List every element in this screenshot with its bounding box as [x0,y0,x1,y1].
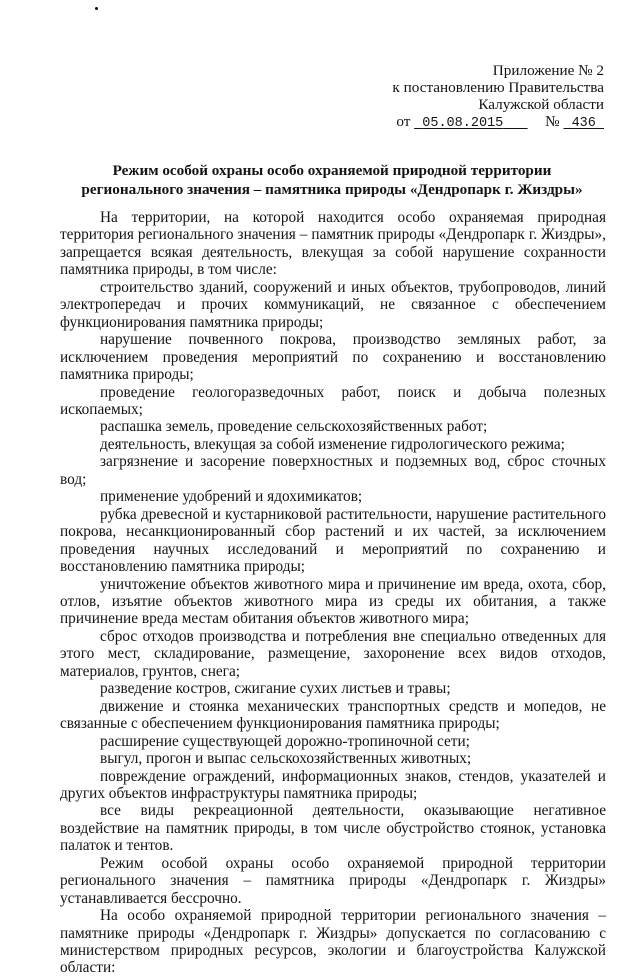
date-prefix: от [396,113,411,130]
paragraph: сброс отходов производства и потребления вне специально отведенных для этого мест, складирование, размещение, захоронение всех видов отходов, материалов, грунтов, снега; [60,627,606,680]
paragraph: строительство зданий, сооружений и иных объектов, трубопроводов, линий электропередач и прочих коммуникаций, не связанное с обеспечением функционирования памятника природы; [60,278,606,331]
paragraph: повреждение ограждений, информационных знаков, стендов, указателей и других объектов инфраструктуры памятника природы; [60,767,606,802]
appendix-label: Приложение № 2 [492,62,604,79]
paragraph: загрязнение и засорение поверхностных и подземных вод, сброс сточных вод; [60,453,606,488]
document-title: Режим особой охраны особо охраняемой природной территории регионального значения – памятника природы «Дендропарк г. Жиздры» [81,162,583,198]
paragraph: распашка земель, проведение сельскохозяйственных работ; [100,418,488,436]
scan-speck [95,7,98,10]
paragraph: все виды рекреационной деятельности, оказывающие негативное воздействие на памятник природы, в том числе обустройство стоянок, установка палаток и тентов. [60,802,606,855]
resolution-date: 05.08.2015 [422,116,504,131]
appendix-block [344,62,604,132]
paragraph: проведение геологоразведочных работ, поиск и добыча полезных ископаемых; [60,383,606,418]
paragraph: На территории, на которой находится особо охраняемая природная территория регионального значения – памятник природы «Дендропарк г. Жиздры», запрещается всякая деятельность, влекущая за собой нарушение сохранности памятника природы, в том числе: [60,209,606,279]
paragraph: разведение костров, сжигание сухих листьев и травы; [100,680,451,698]
paragraph: нарушение почвенного покрова, производство земляных работ, за исключением проведения мероприятий по сохранению и восстановлению памятника природы; [60,331,606,384]
paragraph: выгул, прогон и выпас сельскохозяйственных животных; [100,750,472,768]
paragraph: уничтожение объектов животного мира и причинение им вреда, охота, сбор, отлов, изъятие объектов животного мира из среды их обитания, а также причинение вреда местам обитания объектов животного мира; [60,575,606,628]
paragraph: рубка древесной и кустарниковой растительности, нарушение растительного покрова, несанкционированный сбор растений и их частей, за исключением проведения научных исследований и мероприятий по сохранению и восстановлению памятника природы; [60,505,606,576]
paragraph: деятельность, влекущая за собой изменение гидрологического режима; [100,435,565,453]
paragraph: применение удобрений и ядохимикатов; [100,488,363,506]
number-prefix: № [545,113,560,130]
appendix-date-line [344,113,604,132]
paragraph: движение и стоянка механических транспортных средств и мопедов, не связанные с обеспечением функционирования памятника природы; [60,697,606,733]
document-body [60,209,606,977]
resolution-number: 436 [571,116,596,131]
appendix-resolution-ref: к постановлению Правительства [392,79,604,96]
appendix-region: Калужской области [478,96,604,113]
paragraph: На особо охраняемой природной территории регионального значения – памятнике природы «Дендропарк г. Жиздры» допускается по согласованию с министерством природных ресурсов, экологии и благоустройства Калужской области: [60,907,606,977]
paragraph: Режим особой охраны особо охраняемой природной территории регионального значения – памятника природы «Дендропарк г. Жиздры» устанавливается бессрочно. [60,854,606,907]
paragraph: расширение существующей дорожно-тропиночной сети; [100,732,470,750]
